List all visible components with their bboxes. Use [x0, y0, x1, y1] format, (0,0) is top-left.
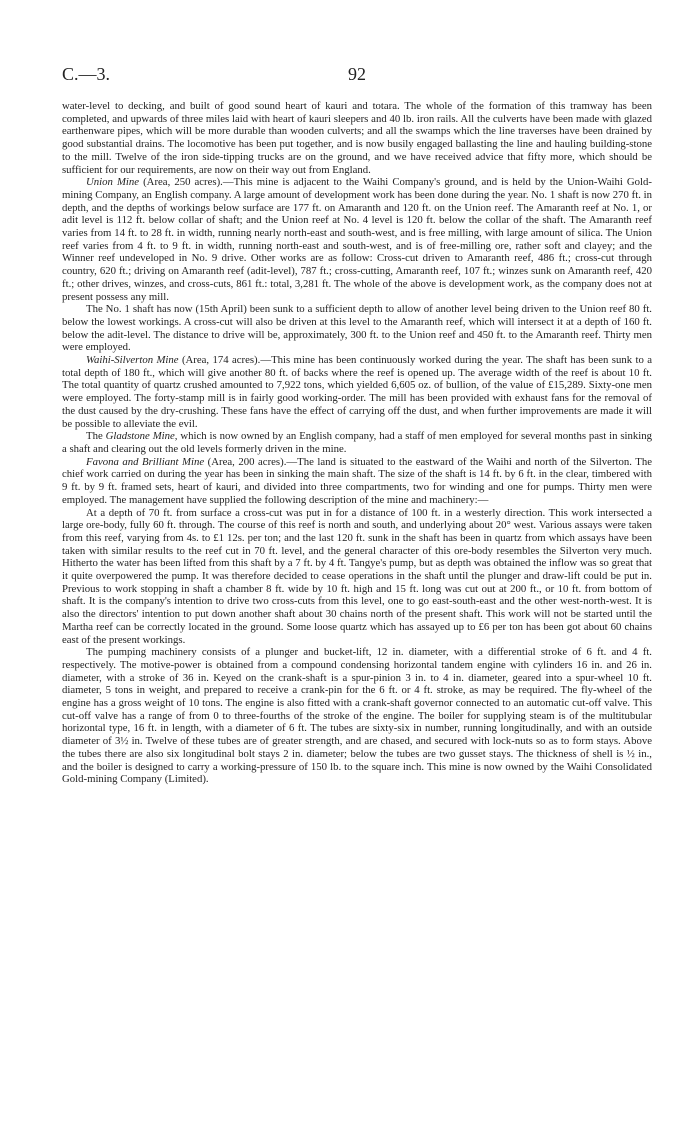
page-number: 92: [348, 64, 366, 84]
paragraph-depth-70ft: At a depth of 70 ft. from surface a cross-cut was put in for a distance of 100 ft. in a westerly direction. This work intersected a large ore-body, fully 60 ft. through. The course of this reef is north and south, and underlying about 20° west. Various assays were taken from this reef, varying from 4s. to £1 12s. per ton; and the last 120 ft. sunk in the shaft has been in quartz from which assays have been taken with similar results to the reef cut in 70 ft. level, and the general character of this ore-body resembles the Silverton very much. Hitherto the water has been lifted from this shaft by a 7 ft. by 4 ft. Tangye's pump, but as depth was obtained the inflow was so great that it quite overpowered the pump. It was therefore decided to cease operations in the shaft until the plunger and draw-lift could be put in. Previous to work stopping in shaft a chamber 8 ft. wide by 10 ft. high and 15 ft. long was cut out at 200 ft., or 10 ft. from bottom of shaft. It is the company's intention to drive two cross-cuts from this level, one to go east-south-east and the other west-north-west. It is also the directors' intention to put down another shaft about 30 chains north of the present shaft. This work will not be started until the Martha reef can be correctly located in the ground. Some loose quartz which has assayed up to £6 per ton has been got about 60 chains east of the present workings.: [62, 506, 652, 646]
paragraph-waihi-silverton: Waihi-Silverton Mine (Area, 174 acres).—This mine has been continuously worked during the year. The shaft has been sunk to a total depth of 180 ft., which will give another 80 ft. of backs where the reef is opened up. The average width of the reef is about 10 ft. The total quantity of quartz crushed amounted to 7,922 tons, which yielded 6,605 oz. of bullion, of the value of £15,289. Sixty-one men were employed. The forty-stamp mill is in fairly good working-order. The mill has been provided with exhaust fans for the removal of the dust caused by the dry-crushing. These fans have the effect of carrying off the dust, and when further improvements are made it will be possible to alleviate the evil.: [62, 354, 653, 430]
paragraph-union-mine: Union Mine (Area, 250 acres).—This mine is adjacent to the Waihi Company's ground, and is held by the Union-Waihi Gold-mining Company, an English company. A large amount of development work has been done during the year. No. 1 shaft is now 270 ft. in depth, and the depths of workings below surface are 177 ft. on Amaranth and 120 ft. on the Union reef. The Amaranth reef at No. 1, or adit level is 112 ft. below collar of shaft; and the Union reef at No. 4 level is 120 ft. below the collar of the shaft. The Amaranth reef varies from 14 ft. to 28 ft. in width, running nearly north-east and south-west, and is free milling, with large amount of silica. The Union reef varies from 4 ft. to 9 ft. in width, running north-east and south-west, and is of free-milling ore, rather soft and clayey; and the Winner reef undeveloped in No. 9 drive. Other works are as follow: Cross-cut driven to Amaranth reef, 486 ft.; cross-cut through country, 620 ft.; driving on Amaranth reef (adit-level), 787 ft.; cross-cutting, Amaranth reef, 107 ft.; winzes sunk on Amaranth reef, 420 ft.; other drives, winzes, and cross-cuts, 861 ft.: total, 3,281 ft. The whole of the above is development work, as the company does not at present possess any mill.: [62, 176, 652, 303]
paragraph-favona: Favona and Brilliant Mine (Area, 200 acres).—The land is situated to the eastward of the Waihi and north of the Silverton. The chief work carried on during the year has been in sinking the main shaft. The size of the shaft is 14 ft. by 6 ft. in the clear, timbered with 9 ft. by 9 ft. framed sets, heart of kauri, and divided into three compartments, two for winding and one for pumps. Thirty men were employed. The management have supplied the following description of the mine and machinery:—: [62, 455, 653, 506]
mine-name: Waihi-Silverton Mine: [86, 354, 179, 367]
paragraph-no1-shaft: The No. 1 shaft has now (15th April) been sunk to a sufficient depth to allow of another level being driven to the Union reef 80 ft. below the lowest workings. A cross-cut will also be driven at this level to the Amaranth reef, which will intersect it at a depth of 160 ft. below the adit-level. The distance to drive will be, approximately, 300 ft. to the Union reef and 450 ft. to the Amaranth reef. Thirty men were employed.: [62, 303, 652, 354]
mine-name: Gladstone Mine,: [105, 430, 178, 443]
mine-name: Favona and Brilliant Mine: [86, 455, 205, 468]
paragraph-pumping-machinery: The pumping machinery consists of a plunger and bucket-lift, 12 in. diameter, with a differential stroke of 6 ft. and 4 ft. respectively. The motive-power is obtained from a compound condensing horizontal tandem engine with cylinders 16 in. and 26 in. diameter, with a stroke of 36 in. Keyed on the crank-shaft is a spur-pinion 3 in. to 4 in. diameter, geared into a spur-wheel 10 ft. diameter, 5 tons in weight, and prepared to receive a crank-pin for the 6 ft. or 4 ft. stroke, as may be required. The fly-wheel of the engine has a gross weight of 10 tons. The engine is also fitted with a crank-shaft governor connected to an automatic cut-off valve. This cut-off valve has a range of from 0 to three-fourths of the stroke of the engine. The boiler for supplying steam is of the multitubular horizontal type, 16 ft. in length, with a diameter of 6 ft. The tubes are sixty-six in number, running longitudinally, and with an outside diameter of 3½ in. Twelve of these tubes are of greater strength, and are chased, and secured with lock-nuts so as to form stays. Above the tubes there are also six longitudinal bolt stays 2 in. diameter; below the tubes are two gusset stays. The thickness of shell is ½ in., and the boiler is designed to carry a working-pressure of 150 lb. to the square inch. This mine is now owned by the Waihi Consolidated Gold-mining Company (Limited).: [62, 646, 652, 786]
page-header: [62, 64, 652, 88]
body-text: [62, 100, 652, 786]
paragraph-gladstone: The Gladstone Mine, which is now owned by an English company, had a staff of men employed for several months past in sinking a shaft and clearing out the old levels formerly driven in the mine.: [62, 430, 652, 455]
report-code: C.—3.: [62, 64, 111, 84]
mine-name: Union Mine: [86, 176, 140, 189]
paragraph-tramway: water-level to decking, and built of good sound heart of kauri and totara. The whole of the formation of this tramway has been completed, and upwards of three miles laid with heart of kauri sleepers and 40 lb. iron rails. All the culverts have been made with glazed earthenware pipes, which will be more durable than wooden culverts; and all the swamps which the line traverses have been drained by good substantial drains. The locomotive has been put together, and is now busily engaged ballasting the line and hauling building-stone to the mill. Twelve of the iron side-tipping trucks are on the ground, and we have received advice that fifty more, which should be sufficient for our requirements, are now on their way out from England.: [62, 100, 652, 176]
